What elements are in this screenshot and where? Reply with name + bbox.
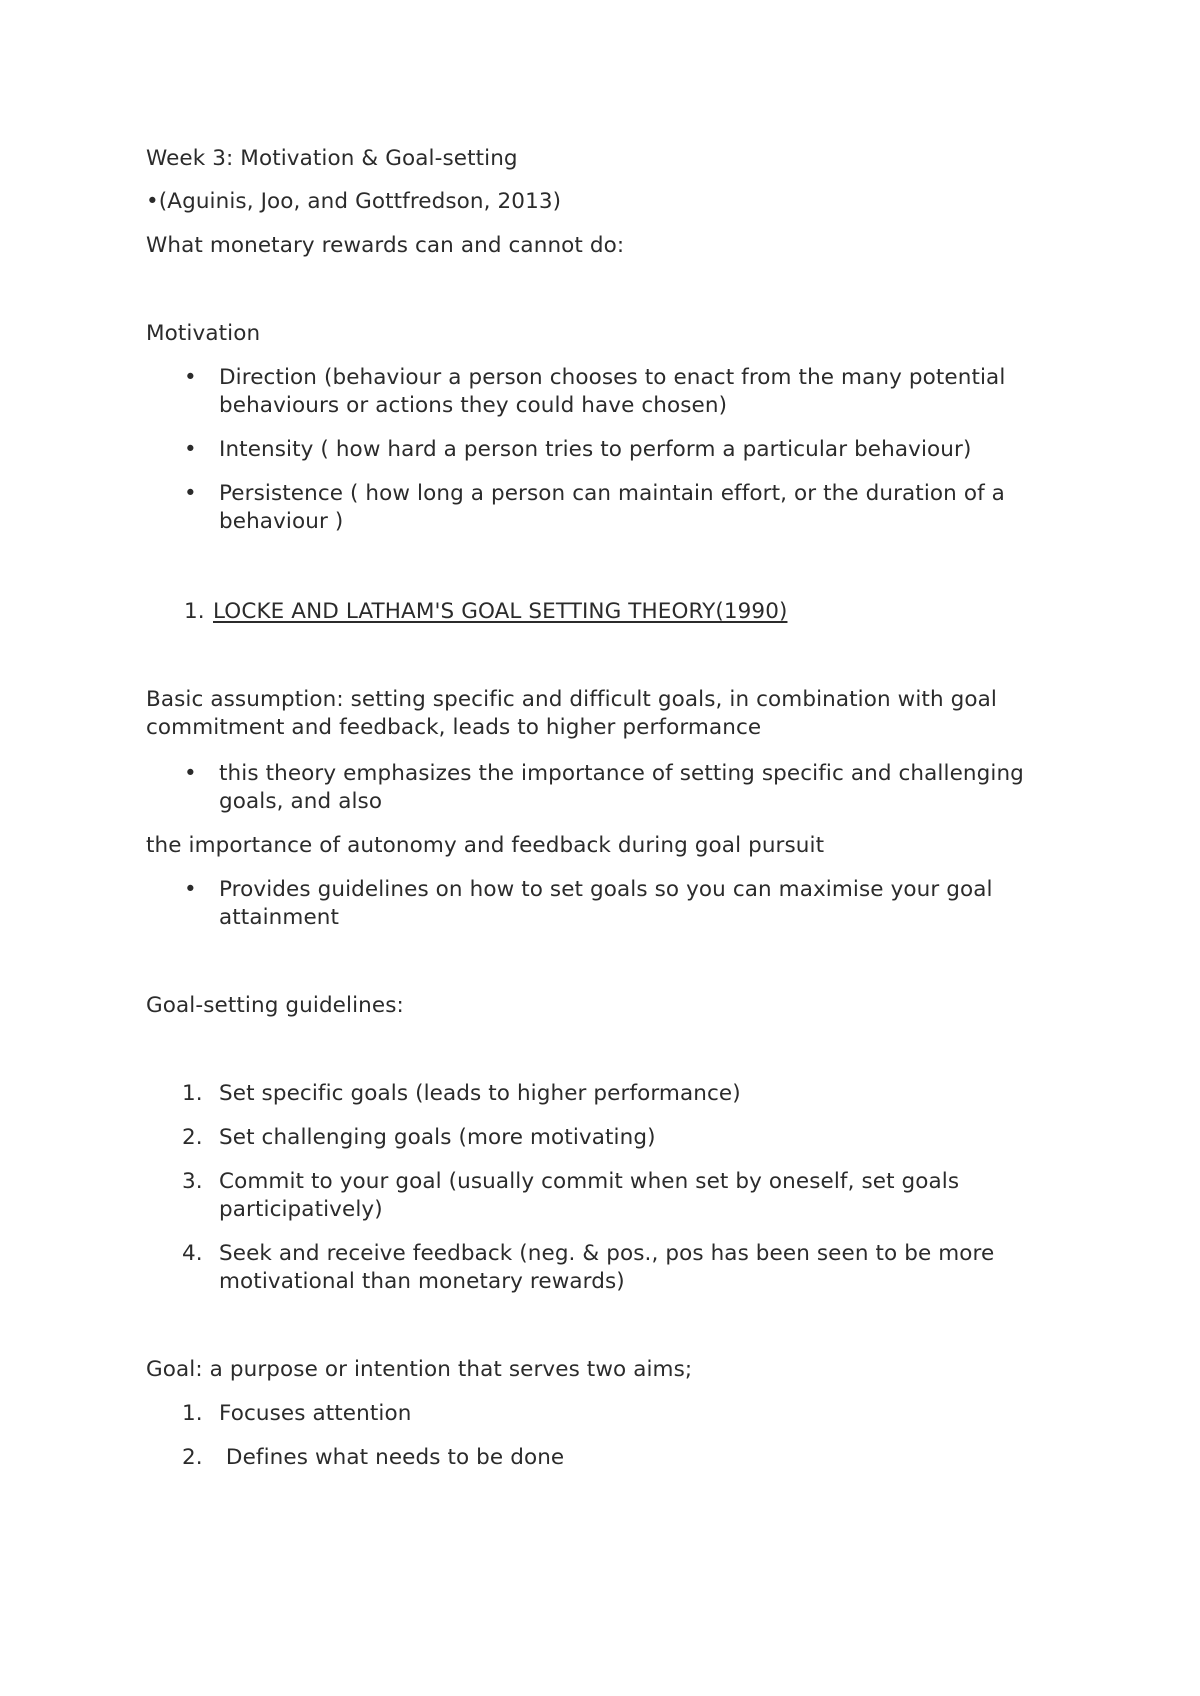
bullet-marker: • [184,761,197,786]
section-heading: LOCKE AND LATHAM'S GOAL SETTING THEORY(1990) [213,599,788,624]
list-number: 1. [182,1401,203,1426]
bullet-marker: • [184,481,197,506]
citation: •(Aguinis, Joo, and Gottfredson, 2013) [146,189,562,214]
goal-aim-item: Defines what needs to be done [219,1445,565,1470]
guideline-item: Set specific goals (leads to higher performance) [219,1081,741,1106]
goal-aim-item: Focuses attention [219,1401,412,1426]
guidelines-heading: Goal-setting guidelines: [146,993,404,1018]
theory-bullet: this theory emphasizes the importance of setting specific and challenging goals, and also [219,761,1024,814]
subtitle: What monetary rewards can and cannot do: [146,233,625,258]
goal-definition: Goal: a purpose or intention that serves two aims; [146,1357,693,1382]
motivation-item-direction: Direction (behaviour a person chooses to enact from the many potential behaviours or actions they could have chosen) [219,365,1006,418]
guidelines-bullet: Provides guidelines on how to set goals so you can maximise your goal attainment [219,877,993,930]
guideline-item: Seek and receive feedback (neg. & pos., pos has been seen to be more motivational than monetary rewards) [219,1241,995,1294]
bullet-marker: • [184,365,197,390]
guideline-item: Set challenging goals (more motivating) [219,1125,656,1150]
motivation-item-persistence: Persistence ( how long a person can maintain effort, or the duration of a behaviour ) [219,481,1005,534]
motivation-heading: Motivation [146,321,261,346]
bullet-marker: • [184,877,197,902]
bullet-marker: • [184,437,197,462]
list-number: 3. [182,1169,203,1194]
list-number: 2. [182,1125,203,1150]
basic-assumption: Basic assumption: setting specific and difficult goals, in combination with goal commitment and feedback, leads to higher performance [146,687,997,740]
list-number: 1. [182,1081,203,1106]
list-number: 4. [182,1241,203,1266]
motivation-item-intensity: Intensity ( how hard a person tries to perform a particular behaviour) [219,437,972,462]
theory-continuation: the importance of autonomy and feedback during goal pursuit [146,833,825,858]
section-number: 1. [184,599,205,624]
list-number: 2. [182,1445,203,1470]
guideline-item: Commit to your goal (usually commit when set by oneself, set goals participatively) [219,1169,960,1222]
doc-title: Week 3: Motivation & Goal-setting [146,146,518,171]
